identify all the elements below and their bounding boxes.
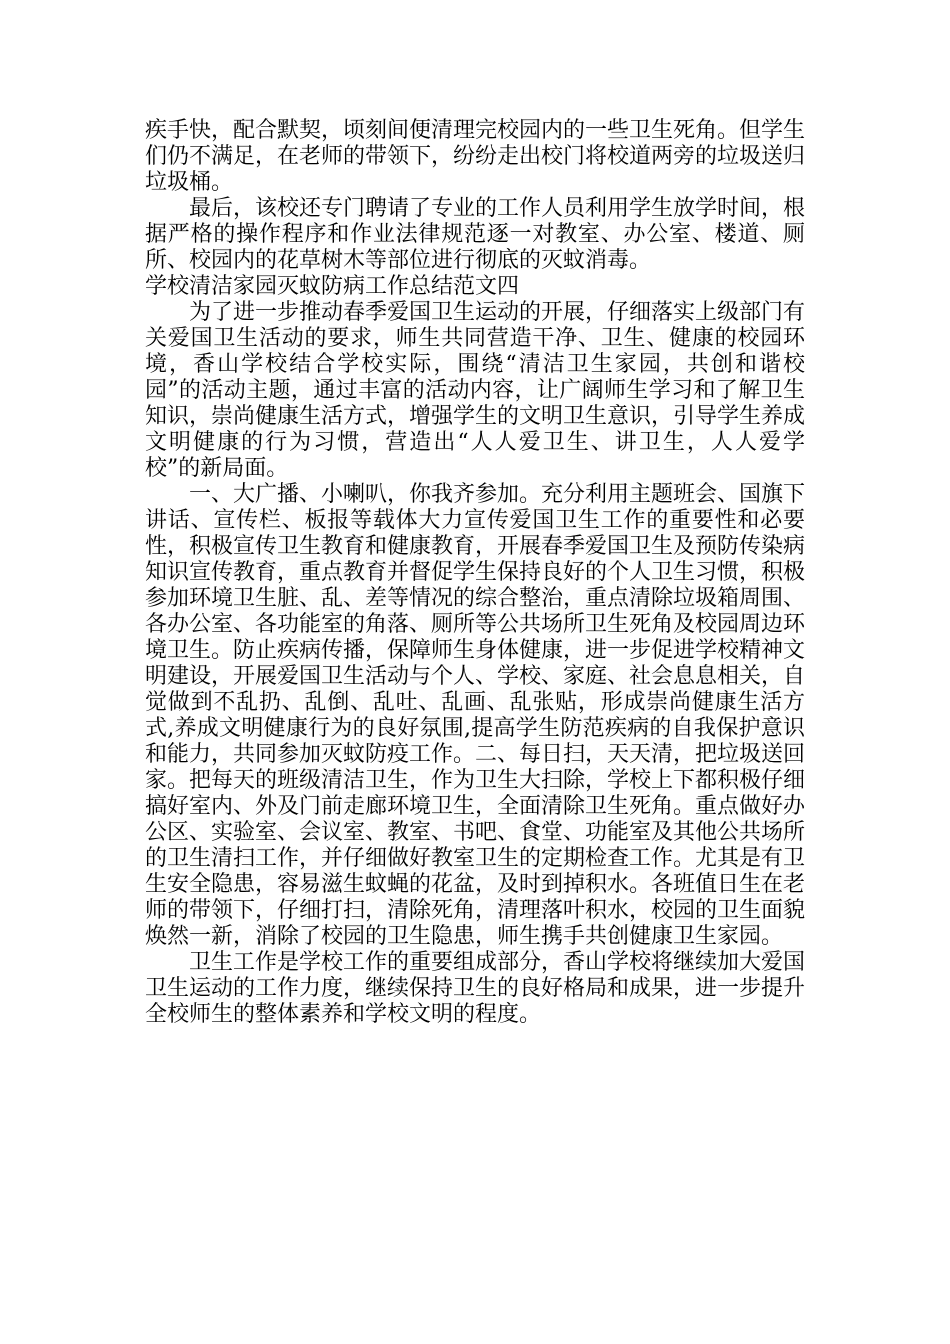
paragraph-conclusion: 卫生工作是学校工作的重要组成部分，香山学校将继续加大爱国卫生运动的工作力度，继续保持卫生的良好格局和成果，进一步提升全校师生的整体素养和学校文明的程度。 — [145, 950, 806, 1027]
document-page — [145, 118, 805, 1028]
paragraph-continuation: 疾手快，配合默契，顷刻间便清理完校园内的一些卫生死角。但学生们仍不满足，在老师的带领下，纷纷走出校门将校道两旁的垃圾送归垃圾桶。 — [145, 118, 806, 195]
paragraph-intro: 为了进一步推动春季爱国卫生运动的开展，仔细落实上级部门有关爱国卫生活动的要求，师生共同营造干净、卫生、健康的校园环境，香山学校结合学校实际，围绕“清洁卫生家园，共创和谐校园”的活动主题，通过丰富的活动内容，让广阔师生学习和了解卫生知识，崇尚健康生活方式，增强学生的文明卫生意识，引导学生养成文明健康的行为习惯，营造出“人人爱卫生、讲卫生，人人爱学校”的新局面。 — [145, 300, 806, 481]
paragraph-activities: 一、大广播、小喇叭，你我齐参加。充分利用主题班会、国旗下讲话、宣传栏、板报等载体大力宣传爱国卫生工作的重要性和必要性，积极宣传卫生教育和健康教育，开展春季爱国卫生及预防传染病知识宣传教育，重点教育并督促学生保持良好的个人卫生习惯，积极参加环境卫生脏、乱、差等情况的综合整治，重点清除垃圾箱周围、各办公室、各功能室的角落、厕所等公共场所卫生死角及校园周边环境卫生。防止疾病传播，保障师生身体健康，进一步促进学校精神文明建设，开展爱国卫生活动与个人、学校、家庭、社会息息相关，自觉做到不乱扔、乱倒、乱吐、乱画、乱张贴，形成崇尚健康生活方式,养成文明健康行为的良好氛围,提高学生防范疾病的自我保护意识和能力，共同参加灭蚊防疫工作。二、每日扫，天天清，把垃圾送回家。把每天的班级清洁卫生，作为卫生大扫除，学校上下都积极仔细搞好室内、外及门前走廊环境卫生，全面清除卫生死角。重点做好办公区、实验室、会议室、教室、书吧、食堂、功能室及其他公共场所的卫生清扫工作，并仔细做好教室卫生的定期检查工作。尤其是有卫生安全隐患，容易滋生蚊蝇的花盆，及时到掉积水。各班值日生在老师的带领下，仔细打扫，清除死角，清理落叶积水，校园的卫生面貌焕然一新，消除了校园的卫生隐患，师生携手共创健康卫生家园。 — [145, 482, 806, 949]
section-heading: 学校清洁家园灭蚊防病工作总结范文四 — [145, 274, 520, 299]
paragraph-disinfection: 最后，该校还专门聘请了专业的工作人员利用学生放学时间，根据严格的操作程序和作业法律规范逐一对教室、办公室、楼道、厕所、校园内的花草树木等部位进行彻底的灭蚊消毒。 — [145, 196, 806, 273]
